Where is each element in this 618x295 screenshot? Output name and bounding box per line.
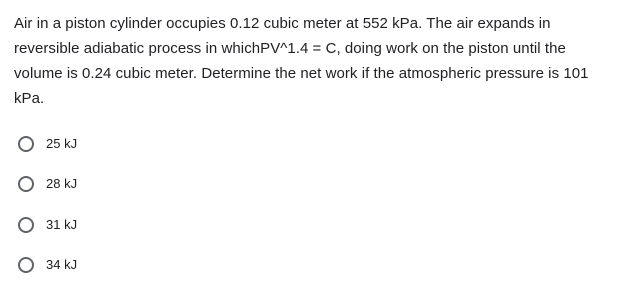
- radio-button-icon[interactable]: [18, 136, 34, 152]
- radio-button-icon[interactable]: [18, 176, 34, 192]
- question-text: Air in a piston cylinder occupies 0.12 cubic meter at 552 kPa. The air expands in reversible adiabatic process in whichPV^1.4 = C, doing work on the piston until the volume is 0.24 cubic meter. Determine the net work if the atmospheric pressure is 101 kPa.: [14, 15, 589, 107]
- answer-options: [18, 133, 318, 295]
- answer-option[interactable]: [18, 214, 318, 235]
- answer-option-label: 28 kJ: [46, 176, 78, 191]
- answer-option[interactable]: [18, 255, 318, 276]
- answer-option-label: 31 kJ: [46, 216, 78, 232]
- radio-button-icon[interactable]: [18, 257, 34, 273]
- answer-option[interactable]: [18, 174, 318, 195]
- answer-option[interactable]: [18, 133, 318, 154]
- answer-option-label: 25 kJ: [46, 135, 78, 151]
- radio-button-icon[interactable]: [18, 217, 34, 233]
- answer-option-label: 34 kJ: [46, 257, 78, 272]
